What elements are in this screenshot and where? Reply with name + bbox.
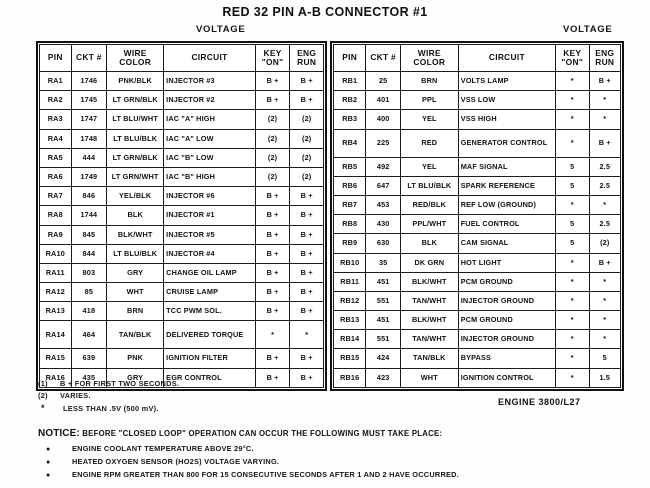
header-ckt: CKT # [366,45,400,72]
cell-circuit: CRUISE LAMP [164,283,256,302]
cell-eng-run: B + [290,206,324,225]
cell-ckt: 803 [71,263,107,282]
cell-key-on: * [255,321,290,349]
cell-pin: RA11 [40,263,72,282]
cell-pin: RB2 [334,91,366,110]
notice-block [38,428,613,483]
cell-eng-run: B + [290,91,324,110]
header-wire-color-line1: WIRE [417,47,441,58]
cell-wire-color: LT BLU/BLK [400,176,458,195]
footnote-item [38,391,338,400]
cell-ckt: 551 [366,291,400,310]
table-row [40,167,324,186]
cell-eng-run: 2.5 [589,215,621,234]
header-ckt: CKT # [71,45,107,72]
cell-ckt: 1744 [71,206,107,225]
header-pin: PIN [334,45,366,72]
table-row [40,129,324,148]
cell-pin: RB10 [334,253,366,272]
cell-eng-run: (2) [290,148,324,167]
cell-pin: RA2 [40,91,72,110]
cell-circuit: IAC "B" LOW [164,148,256,167]
cell-ckt: 492 [366,157,400,176]
cell-pin: RA12 [40,283,72,302]
header-circuit: CIRCUIT [458,45,555,72]
cell-key-on: (2) [255,148,290,167]
table-row [334,110,621,129]
cell-wire-color: RED/BLK [400,195,458,214]
table-row [334,368,621,387]
table-a-header [40,45,324,72]
table-row [334,195,621,214]
cell-pin: RB11 [334,272,366,291]
header-circuit: CIRCUIT [164,45,256,72]
cell-wire-color: BLK [400,234,458,253]
cell-pin: RB3 [334,110,366,129]
cell-key-on: B + [255,72,290,91]
cell-key-on: 5 [556,234,589,253]
cell-ckt: 401 [366,91,400,110]
cell-eng-run: 1.5 [589,368,621,387]
cell-ckt: 647 [366,176,400,195]
table-row [334,272,621,291]
cell-key-on: B + [255,187,290,206]
header-eng-run [290,45,324,72]
cell-pin: RA4 [40,129,72,148]
cell-wire-color: BLK/WHT [400,272,458,291]
cell-ckt: 844 [71,244,107,263]
cell-key-on: 5 [556,215,589,234]
cell-wire-color: GRY [107,368,164,387]
cell-key-on: B + [255,283,290,302]
cell-wire-color: RED [400,129,458,157]
cell-wire-color: BRN [107,302,164,321]
cell-eng-run: B + [290,283,324,302]
connector-a-pinout-table [39,44,324,388]
cell-ckt: 1745 [71,91,107,110]
cell-ckt: 1749 [71,167,107,186]
table-b-header-row [334,45,621,72]
cell-key-on: B + [255,302,290,321]
notice-item-text: ENGINE COOLANT TEMPERATURE ABOVE 29°C. [72,443,254,453]
cell-pin: RA3 [40,110,72,129]
cell-wire-color: PNK [107,349,164,368]
cell-circuit: IAC "A" LOW [164,129,256,148]
header-wire-color-line2: COLOR [413,57,446,67]
cell-eng-run: B + [290,72,324,91]
cell-pin: RA10 [40,244,72,263]
cell-key-on: * [556,129,589,157]
cell-eng-run: * [290,321,324,349]
header-key-on-line1: KEY [563,47,582,58]
table-b-body [334,72,621,388]
cell-key-on: * [556,368,589,387]
cell-circuit: INJECTOR #4 [164,244,256,263]
cell-eng-run: 2.5 [589,157,621,176]
cell-wire-color: GRY [107,263,164,282]
cell-ckt: 453 [366,195,400,214]
cell-key-on: (2) [255,129,290,148]
cell-wire-color: LT BLU/BLK [107,129,164,148]
cell-eng-run: B + [290,302,324,321]
cell-pin: RA1 [40,72,72,91]
cell-circuit: IGNITION FILTER [164,349,256,368]
bullet-icon: ● [46,471,51,479]
cell-key-on: * [556,195,589,214]
header-eng-run [589,45,621,72]
cell-circuit: VSS LOW [458,91,555,110]
cell-circuit: IAC "B" HIGH [164,167,256,186]
cell-eng-run: * [589,311,621,330]
cell-wire-color: BLK/WHT [107,225,164,244]
cell-wire-color: YEL/BLK [107,187,164,206]
cell-key-on: * [556,349,589,368]
cell-pin: RA5 [40,148,72,167]
cell-eng-run: * [589,91,621,110]
table-row [40,206,324,225]
cell-pin: RA6 [40,167,72,186]
cell-pin: RB5 [334,157,366,176]
table-row [40,72,324,91]
notice-label: NOTICE: [38,428,80,439]
cell-wire-color: LT GRN/BLK [107,148,164,167]
cell-ckt: 25 [366,72,400,91]
table-row [40,225,324,244]
cell-circuit: GENERATOR CONTROL [458,129,555,157]
cell-circuit: VOLTS LAMP [458,72,555,91]
cell-key-on: 5 [556,157,589,176]
cell-wire-color: LT GRN/WHT [107,167,164,186]
cell-key-on: * [556,272,589,291]
notice-item [38,457,613,466]
cell-pin: RA14 [40,321,72,349]
cell-key-on: B + [255,91,290,110]
cell-circuit: TCC PWM SOL. [164,302,256,321]
footnote-item [38,379,338,388]
connector-b-table-container [330,41,624,391]
table-row [334,157,621,176]
cell-key-on: B + [255,263,290,282]
table-row [334,311,621,330]
table-row [40,110,324,129]
cell-wire-color: PPL/WHT [400,215,458,234]
table-row [40,349,324,368]
connector-a-table-container [36,41,327,391]
table-row [334,330,621,349]
footnote-item [38,403,338,413]
cell-eng-run: B + [290,187,324,206]
cell-ckt: 846 [71,187,107,206]
table-a-body [40,72,324,388]
cell-eng-run: B + [290,225,324,244]
footnote-marker: (1) [38,379,48,388]
cell-circuit: PCM GROUND [458,272,555,291]
table-row [40,263,324,282]
cell-circuit: BYPASS [458,349,555,368]
cell-pin: RB6 [334,176,366,195]
table-a-header-row [40,45,324,72]
cell-wire-color: WHT [400,368,458,387]
header-eng-run-line1: ENG [595,47,615,58]
cell-circuit: VSS HIGH [458,110,555,129]
header-eng-run-line2: RUN [595,57,615,67]
header-key-on-line1: KEY [263,47,282,58]
cell-wire-color: LT BLU/WHT [107,110,164,129]
cell-key-on: * [556,91,589,110]
cell-ckt: 451 [366,311,400,330]
cell-pin: RB1 [334,72,366,91]
footnotes-legend [38,379,338,417]
cell-circuit: INJECTOR #1 [164,206,256,225]
cell-eng-run: B + [290,263,324,282]
cell-circuit: FUEL CONTROL [458,215,555,234]
cell-wire-color: TAN/WHT [400,291,458,310]
table-row [334,253,621,272]
cell-ckt: 85 [71,283,107,302]
cell-key-on: * [556,253,589,272]
cell-key-on: * [556,330,589,349]
cell-ckt: 444 [71,148,107,167]
cell-key-on: * [556,291,589,310]
cell-ckt: 423 [366,368,400,387]
cell-ckt: 630 [366,234,400,253]
table-row [334,129,621,157]
table-row [334,291,621,310]
cell-key-on: (2) [255,110,290,129]
cell-key-on: * [556,72,589,91]
header-key-on-line2: "ON" [561,57,584,67]
footnote-text: B + FOR FIRST TWO SECONDS. [60,379,180,388]
cell-key-on: B + [255,244,290,263]
bullet-icon: ● [46,458,51,466]
cell-wire-color: BLK/WHT [400,311,458,330]
voltage-caption-left: VOLTAGE [196,24,246,35]
cell-eng-run: (2) [290,129,324,148]
cell-circuit: IGNITION CONTROL [458,368,555,387]
header-wire-color-line1: WIRE [123,47,147,58]
cell-key-on: 5 [556,176,589,195]
cell-eng-run: * [589,195,621,214]
notice-heading-text: BEFORE "CLOSED LOOP" OPERATION CAN OCCUR THE FOLLOWING MUST TAKE PLACE: [82,429,443,438]
cell-eng-run: (2) [589,234,621,253]
cell-eng-run: B + [589,253,621,272]
table-b-header [334,45,621,72]
cell-eng-run: B + [290,368,324,387]
cell-pin: RB8 [334,215,366,234]
cell-circuit: INJECTOR #6 [164,187,256,206]
page-title: RED 32 PIN A-B CONNECTOR #1 [222,5,428,19]
cell-eng-run: 2.5 [589,176,621,195]
cell-eng-run: * [589,110,621,129]
footnote-marker: (2) [38,391,48,401]
engine-designation: ENGINE 3800/L27 [498,397,581,407]
table-row [40,91,324,110]
cell-key-on: * [556,311,589,330]
cell-eng-run: * [589,291,621,310]
cell-circuit: REF LOW (GROUND) [458,195,555,214]
cell-circuit: MAF SIGNAL [458,157,555,176]
cell-ckt: 551 [366,330,400,349]
header-wire-color [107,45,164,72]
header-wire-color [400,45,458,72]
cell-pin: RA13 [40,302,72,321]
cell-pin: RB9 [334,234,366,253]
cell-eng-run: * [589,272,621,291]
cell-pin: RA9 [40,225,72,244]
notice-item-list [38,444,613,479]
cell-pin: RB14 [334,330,366,349]
cell-wire-color: LT BLU/BLK [107,244,164,263]
header-key-on-line2: "ON" [261,57,284,67]
cell-circuit: INJECTOR #2 [164,91,256,110]
cell-circuit: INJECTOR #3 [164,72,256,91]
cell-circuit: INJECTOR GROUND [458,330,555,349]
header-key-on [556,45,589,72]
cell-ckt: 464 [71,321,107,349]
cell-wire-color: LT GRN/BLK [107,91,164,110]
cell-key-on: B + [255,368,290,387]
voltage-caption-right: VOLTAGE [563,24,613,35]
table-row [334,349,621,368]
table-row [334,72,621,91]
table-row [40,148,324,167]
cell-wire-color: PNK/BLK [107,72,164,91]
table-row [334,215,621,234]
table-row [40,321,324,349]
table-row [334,176,621,195]
cell-wire-color: YEL [400,110,458,129]
cell-wire-color: TAN/WHT [400,330,458,349]
cell-eng-run: B + [589,72,621,91]
table-row [40,302,324,321]
cell-pin: RA15 [40,349,72,368]
cell-circuit: CAM SIGNAL [458,234,555,253]
cell-wire-color: BRN [400,72,458,91]
header-wire-color-line2: COLOR [119,57,152,67]
cell-wire-color: WHT [107,283,164,302]
header-eng-run-line2: RUN [297,57,317,67]
cell-pin: RA8 [40,206,72,225]
cell-eng-run: (2) [290,167,324,186]
cell-ckt: 639 [71,349,107,368]
cell-ckt: 435 [71,368,107,387]
cell-ckt: 845 [71,225,107,244]
cell-ckt: 451 [366,272,400,291]
bullet-icon: ● [46,445,51,453]
cell-ckt: 35 [366,253,400,272]
cell-wire-color: PPL [400,91,458,110]
cell-ckt: 424 [366,349,400,368]
notice-item-text: ENGINE RPM GREATER THAN 800 FOR 15 CONSECUTIVE SECONDS AFTER 1 AND 2 HAVE OCCURRED. [72,469,460,479]
cell-ckt: 225 [366,129,400,157]
notice-item-text: HEATED OXYGEN SENSOR (HO2S) VOLTAGE VARYING. [72,456,280,466]
cell-eng-run: B + [290,349,324,368]
header-eng-run-line1: ENG [297,47,317,58]
footnote-text: LESS THAN .5V (500 mV). [63,404,159,414]
notice-heading [38,428,613,439]
cell-pin: RB7 [334,195,366,214]
cell-key-on: (2) [255,167,290,186]
table-row [334,91,621,110]
cell-eng-run: B + [589,129,621,157]
table-row [40,283,324,302]
footnote-marker: * [41,403,45,414]
cell-circuit: INJECTOR #5 [164,225,256,244]
cell-circuit: INJECTOR GROUND [458,291,555,310]
cell-circuit: IAC "A" HIGH [164,110,256,129]
cell-wire-color: TAN/BLK [107,321,164,349]
cell-key-on: * [556,110,589,129]
cell-pin: RB12 [334,291,366,310]
cell-pin: RA7 [40,187,72,206]
cell-circuit: CHANGE OIL LAMP [164,263,256,282]
cell-wire-color: TAN/BLK [400,349,458,368]
cell-pin: RB15 [334,349,366,368]
cell-wire-color: YEL [400,157,458,176]
cell-circuit: DELIVERED TORQUE [164,321,256,349]
cell-key-on: B + [255,225,290,244]
cell-eng-run: 5 [589,349,621,368]
cell-key-on: B + [255,206,290,225]
cell-pin: RB16 [334,368,366,387]
cell-key-on: B + [255,349,290,368]
table-row [334,234,621,253]
cell-circuit: PCM GROUND [458,311,555,330]
cell-ckt: 1748 [71,129,107,148]
cell-ckt: 418 [71,302,107,321]
cell-ckt: 400 [366,110,400,129]
cell-pin: RB4 [334,129,366,157]
cell-ckt: 1746 [71,72,107,91]
cell-eng-run: B + [290,244,324,263]
connector-b-pinout-table [333,44,621,388]
cell-circuit: SPARK REFERENCE [458,176,555,195]
header-pin: PIN [40,45,72,72]
table-row [40,187,324,206]
cell-circuit: HOT LIGHT [458,253,555,272]
cell-pin: RA16 [40,368,72,387]
cell-wire-color: DK GRN [400,253,458,272]
cell-circuit: EGR CONTROL [164,368,256,387]
table-row [40,244,324,263]
cell-pin: RB13 [334,311,366,330]
cell-ckt: 430 [366,215,400,234]
cell-ckt: 1747 [71,110,107,129]
cell-eng-run: * [589,330,621,349]
footnote-text: VARIES. [60,391,91,401]
notice-item [38,444,613,453]
notice-item [38,470,613,479]
cell-eng-run: (2) [290,110,324,129]
cell-wire-color: BLK [107,206,164,225]
header-key-on [255,45,290,72]
